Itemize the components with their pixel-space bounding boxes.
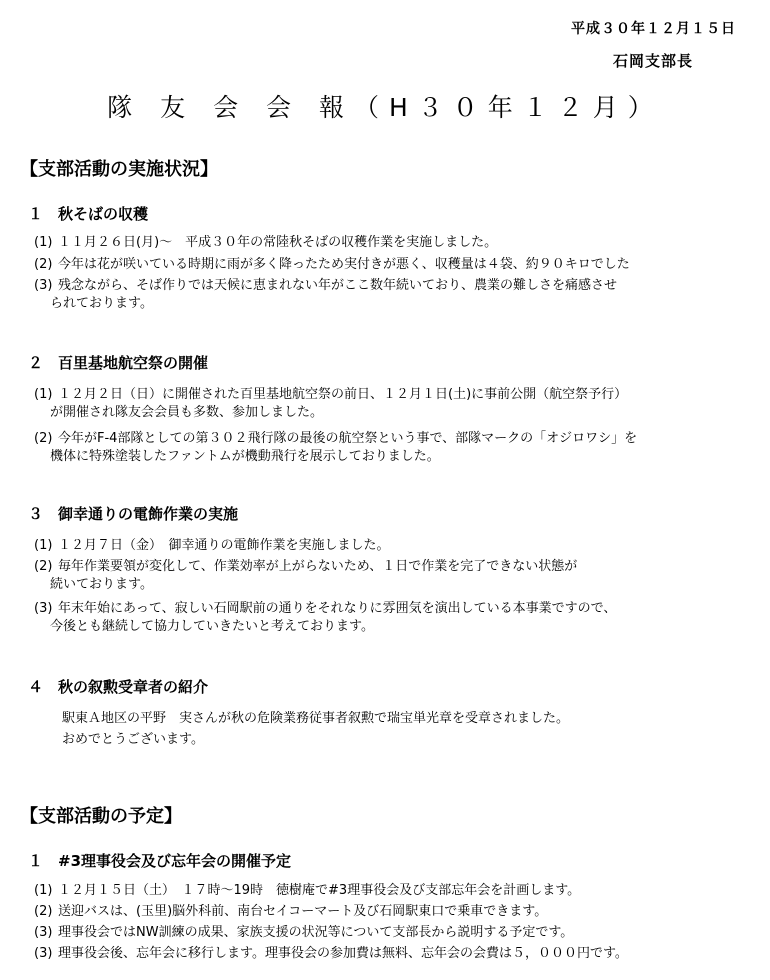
list-item: (1) １２月１５日（土） １７時～19時 徳樹庵で#3理事役会及び支部忘年会を計画します。 (34, 883, 581, 898)
list-item: (2) 今年がF-4部隊としての第３０２飛行隊の最後の航空祭という事で、部隊マークの「オジロワシ」を 機体に特殊塗装したファントムが機動飛行を展示しておりました。 (34, 431, 638, 464)
section-title: １ 秋そばの収穫 (28, 205, 149, 223)
list-item: (1) １２月２日（日）に開催された百里基地航空祭の前日、１２月１日(土)に事前公開（航空祭予行） が開催され隊友会会員も多数、参加しました。 (34, 387, 628, 420)
list-item: (2) 送迎バスは、(玉里)脳外科前、南台セイコーマート及び石岡駅東口で乗車できます。 (34, 904, 548, 919)
list-item: (1) １１月２６日(月)～ 平成３０年の常陸秋そばの収穫作業を実施しました。 (34, 235, 498, 250)
document-author: 石岡支部長 (612, 52, 693, 70)
section-title: ４ 秋の叙勲受章者の紹介 (28, 678, 209, 696)
document-date: 平成３０年１２月１５日 (571, 21, 736, 37)
list-item: (3) 理事役会後、忘年会に移行します。理事役会の参加費は無料、忘年会の会費は５，０００円です。 (34, 946, 628, 961)
section-title: １ #3理事役会及び忘年会の開催予定 (28, 852, 292, 870)
section-title: ２ 百里基地航空祭の開催 (28, 354, 209, 372)
list-item: (3) 年末年始にあって、寂しい石岡駅前の通りをそれなりに雰囲気を演出している本事業ですので、 今後とも継続して協力していきたいと考えております。 (34, 601, 617, 634)
paragraph-line: 駅東Ａ地区の平野 実さんが秋の危険業務従事者叙勲で瑞宝単光章を受章されました。 (62, 711, 570, 726)
document-title: 隊 友 会 会 報（H３０年１２月） (107, 93, 663, 122)
list-item: (3) 残念ながら、そば作りでは天候に恵まれない年がここ数年続いており、農業の難しさを痛感させ られております。 (34, 278, 618, 311)
paragraph-line: おめでとうございます。 (62, 732, 204, 747)
list-item: (2) 今年は花が咲いている時期に雨が多く降ったため実付きが悪く、収穫量は４袋、約９０キロでした (34, 257, 630, 272)
activities-heading: 【支部活動の実施状況】 (20, 159, 218, 180)
list-item: (1) １２月７日（金） 御幸通りの電飾作業を実施しました。 (34, 538, 390, 553)
schedule-heading: 【支部活動の予定】 (20, 806, 182, 827)
section-title: ３ 御幸通りの電飾作業の実施 (28, 505, 239, 523)
list-item: (2) 毎年作業要領が変化して、作業効率が上がらないため、１日で作業を完了できない状態が 続いております。 (34, 559, 578, 592)
list-item: (3) 理事役会ではNW訓練の成果、家族支援の状況等について支部長から説明する予定です。 (34, 925, 574, 940)
